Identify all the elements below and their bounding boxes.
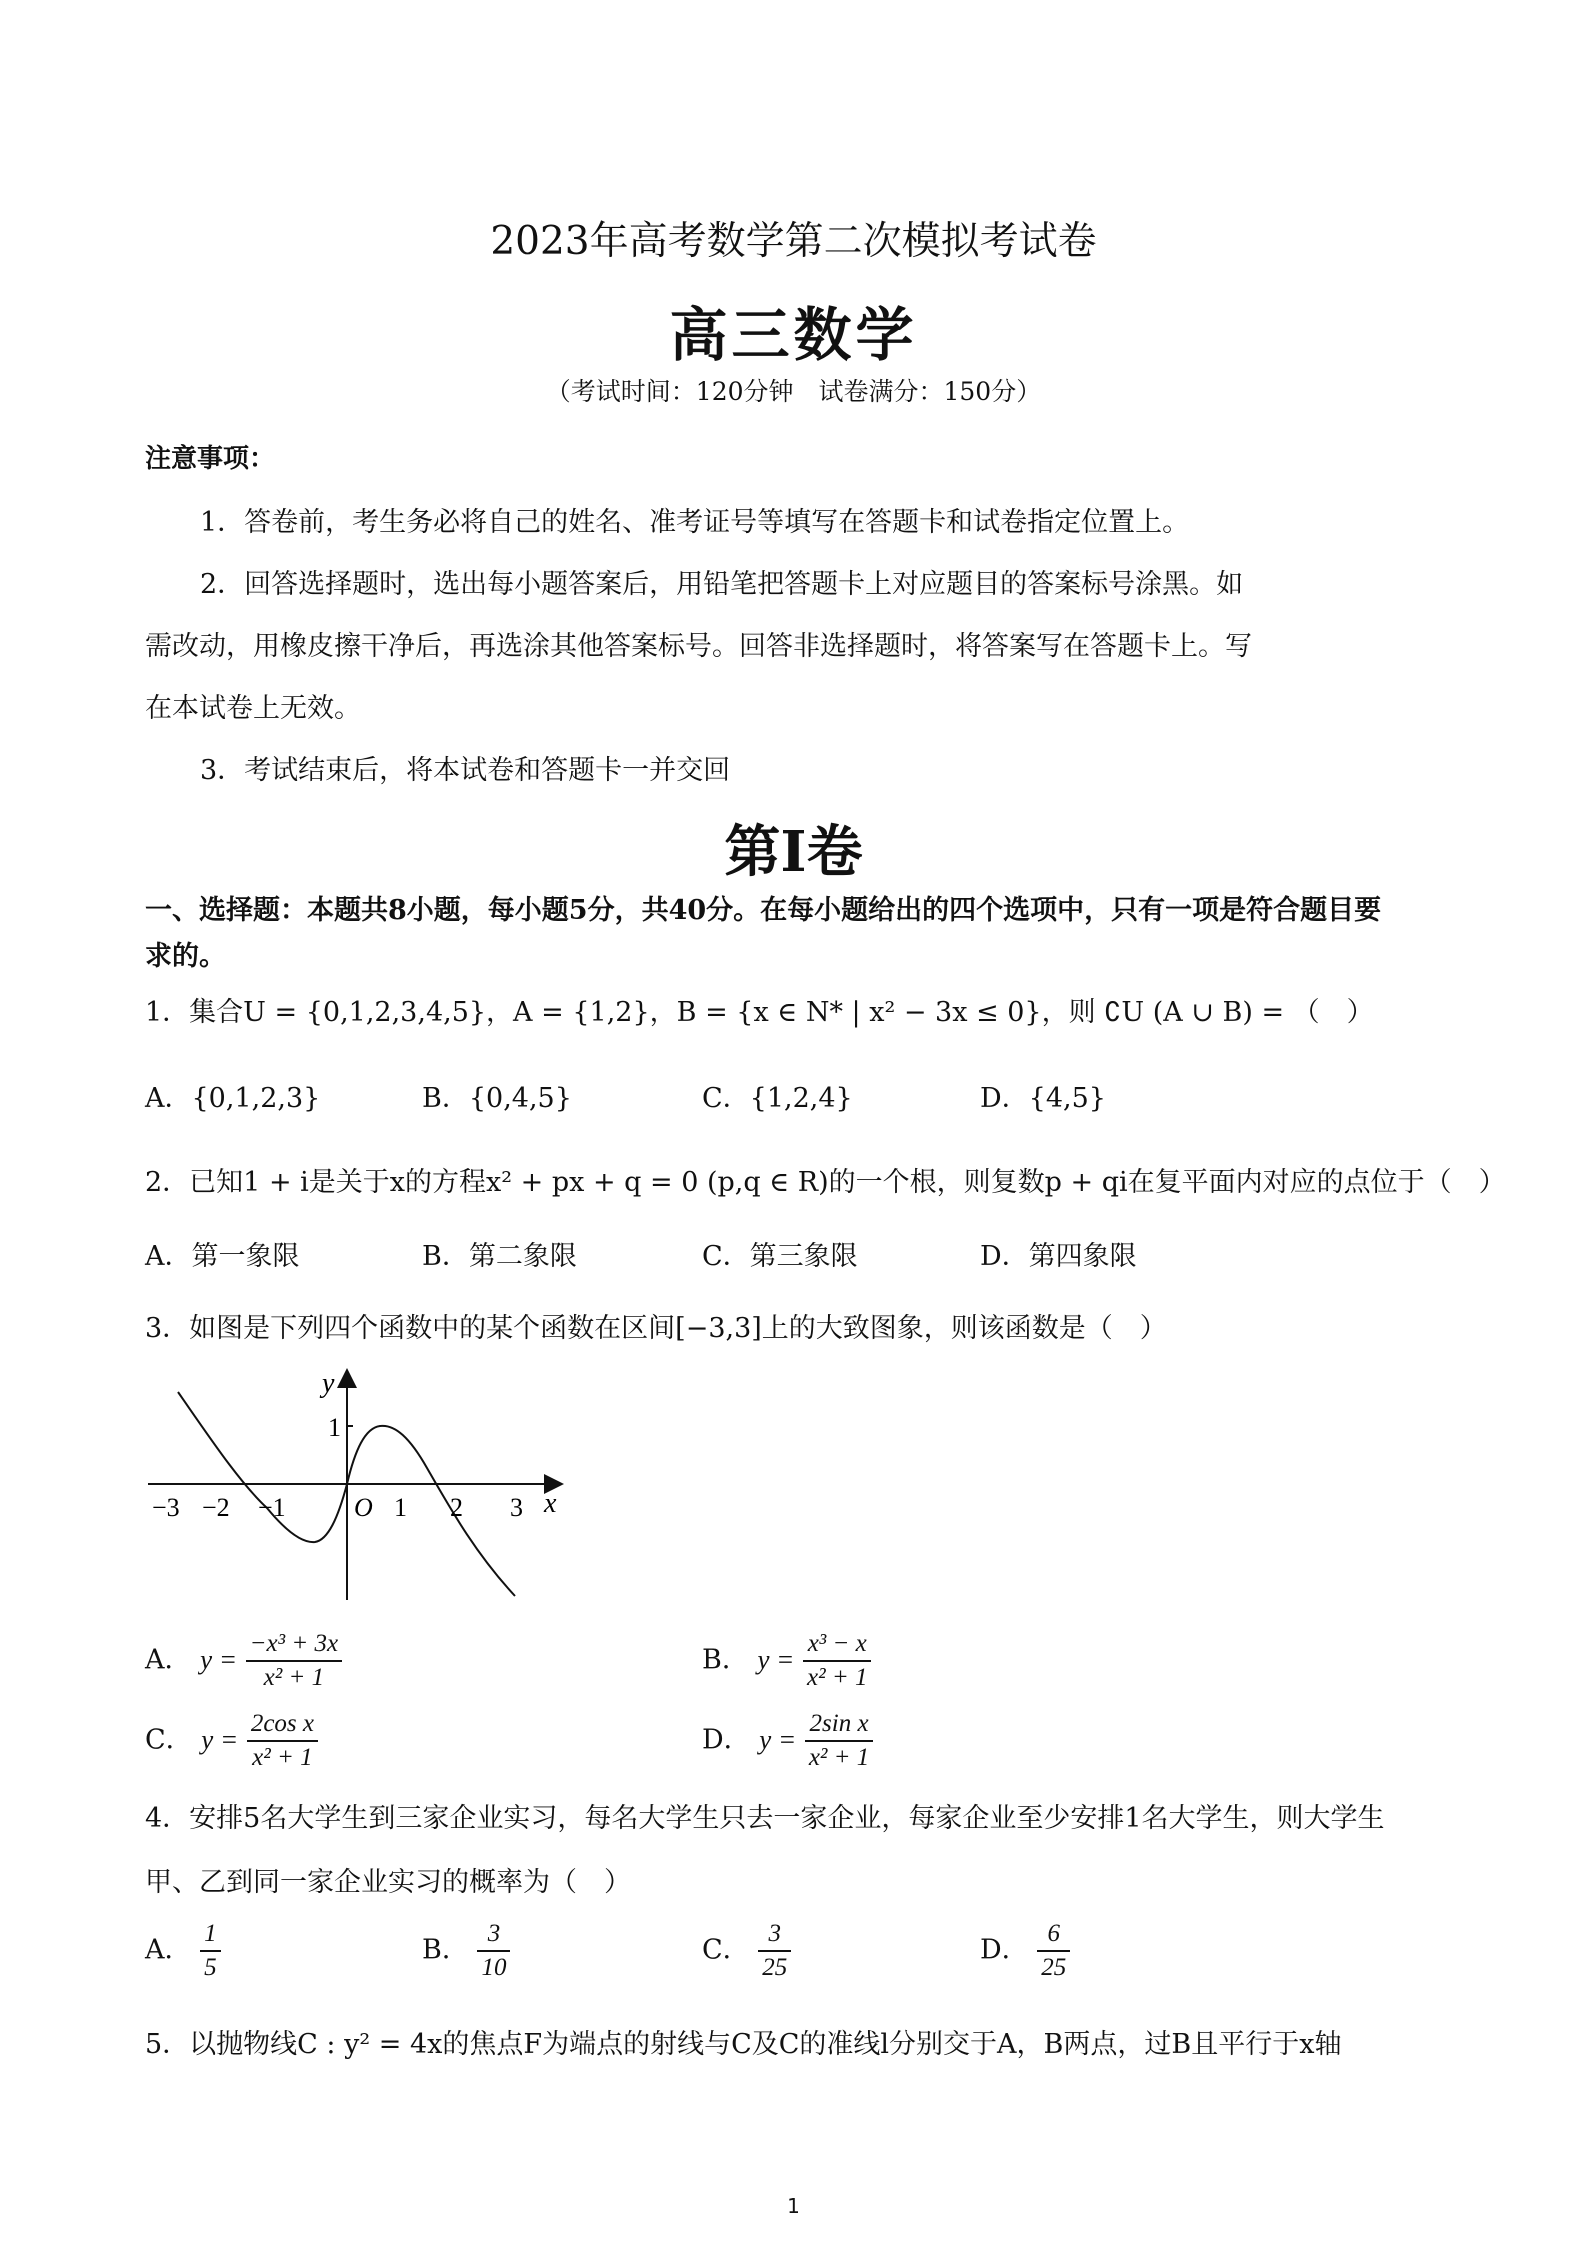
section-heading-line-1: 一、选择题：本题共8小题，每小题5分，共40分。在每小题给出的四个选项中，只有一项是符合题目要 xyxy=(145,895,1382,926)
subject-title: 高三数学 xyxy=(669,301,918,369)
x-tick-label-2: 2 xyxy=(450,1493,463,1522)
numerator: 3 xyxy=(758,1918,791,1952)
question-1-option-c: C．{1,2,4} xyxy=(702,1083,853,1114)
option-label: B． xyxy=(422,1934,469,1966)
numerator: −x³ + 3x xyxy=(246,1628,342,1662)
question-4-option-b xyxy=(422,1918,510,1984)
question-2-option-b: B．第二象限 xyxy=(422,1241,577,1272)
question-2-option-a: A．第一象限 xyxy=(145,1241,300,1272)
fraction xyxy=(803,1628,871,1694)
formula-lhs: y = xyxy=(757,1644,795,1675)
question-4-stem-line-1: 4．安排5名大学生到三家企业实习，每名大学生只去一家企业，每家企业至少安排1名大学生，则大学生 xyxy=(145,1803,1385,1834)
x-tick-label-1: 1 xyxy=(394,1493,407,1522)
notice-item-2-line-1: 2．回答选择题时，选出每小题答案后，用铅笔把答题卡上对应题目的答案标号涂黑。如 xyxy=(200,569,1244,600)
y-axis-label: y xyxy=(322,1368,335,1399)
numerator: 3 xyxy=(477,1918,510,1952)
numerator: 1 xyxy=(200,1918,221,1952)
numerator: x³ − x xyxy=(803,1628,871,1662)
option-label: A． xyxy=(145,1644,192,1676)
option-label: C． xyxy=(145,1724,193,1756)
question-1-option-a: A．{0,1,2,3} xyxy=(145,1083,321,1114)
formula-lhs: y = xyxy=(200,1644,238,1675)
question-4-option-c xyxy=(702,1918,791,1984)
numerator: 2sin x xyxy=(805,1708,873,1742)
x-tick-label-neg2: −2 xyxy=(202,1493,230,1522)
denominator: 25 xyxy=(762,1954,788,1981)
volume-title: 第Ⅰ卷 xyxy=(724,819,863,885)
question-2-stem: 2．已知1 + i是关于x的方程x² + px + q = 0 (p,q ∈ R)的一个根，则复数p + qi在复平面内对应的点位于（ ） xyxy=(145,1167,1506,1198)
option-label: A． xyxy=(145,1934,192,1966)
question-4-option-a xyxy=(145,1918,221,1984)
question-3-function-graph xyxy=(140,1368,570,1608)
x-axis-label: x xyxy=(544,1488,557,1519)
y-tick-label-1: 1 xyxy=(328,1413,341,1442)
fraction xyxy=(200,1918,221,1984)
numerator: 2cos x xyxy=(247,1708,318,1742)
question-2-option-c: C．第三象限 xyxy=(702,1241,858,1272)
formula-lhs: y = xyxy=(201,1724,239,1755)
question-1-option-b: B．{0,4,5} xyxy=(422,1083,572,1114)
option-label: C． xyxy=(702,1934,750,1966)
notice-heading: 注意事项： xyxy=(145,444,276,474)
exam-info: （考试时间：120分钟 试卷满分：150分） xyxy=(545,377,1042,406)
fraction xyxy=(1037,1918,1070,1984)
option-label: B． xyxy=(702,1644,749,1676)
numerator: 6 xyxy=(1037,1918,1070,1952)
section-heading-line-2: 求的。 xyxy=(145,941,226,972)
fraction xyxy=(247,1708,318,1774)
denominator: x² + 1 xyxy=(252,1744,313,1771)
denominator: x² + 1 xyxy=(808,1744,870,1771)
question-1-option-d: D．{4,5} xyxy=(980,1083,1106,1114)
denominator: 25 xyxy=(1041,1954,1067,1981)
exam-title: 2023年高考数学第二次模拟考试卷 xyxy=(490,219,1097,264)
question-3-option-c xyxy=(145,1708,318,1774)
fraction xyxy=(246,1628,342,1694)
question-4-option-d xyxy=(980,1918,1070,1984)
question-3-stem: 3．如图是下列四个函数中的某个函数在区间[−3,3]上的大致图象，则该函数是（ ） xyxy=(145,1313,1167,1344)
question-3-option-a xyxy=(145,1628,342,1694)
notice-item-2-line-3: 在本试卷上无效。 xyxy=(145,693,361,724)
x-tick-label-neg1: −1 xyxy=(258,1493,286,1522)
notice-item-2-line-2: 需改动，用橡皮擦干净后，再选涂其他答案标号。回答非选择题时，将答案写在答题卡上。写 xyxy=(145,631,1252,662)
denominator: x² + 1 xyxy=(263,1664,325,1691)
origin-label: O xyxy=(354,1493,373,1522)
fraction xyxy=(758,1918,791,1984)
question-3-option-d xyxy=(702,1708,873,1774)
notice-item-3: 3．考试结束后，将本试卷和答题卡一并交回 xyxy=(200,755,731,786)
question-1-stem: 1．集合U = {0,1,2,3,4,5}，A = {1,2}，B = {x ∈ N* | x² − 3x ≤ 0}，则 ∁U (A ∪ B) = （ ） xyxy=(145,997,1374,1028)
question-5-stem: 5．以抛物线C : y² = 4x的焦点F为端点的射线与C及C的准线l分别交于A，B两点，过B且平行于x轴 xyxy=(145,2029,1342,2060)
formula-lhs: y = xyxy=(759,1724,797,1755)
denominator: x² + 1 xyxy=(807,1664,868,1691)
option-label: D． xyxy=(980,1934,1029,1966)
question-4-stem-line-2: 甲、乙到同一家企业实习的概率为（ ） xyxy=(145,1867,631,1898)
x-tick-label-neg3: −3 xyxy=(152,1493,180,1522)
denominator: 10 xyxy=(481,1954,507,1981)
question-2-option-d: D．第四象限 xyxy=(980,1241,1137,1272)
page-number: 1 xyxy=(787,2194,800,2218)
notice-item-1: 1．答卷前，考生务必将自己的姓名、准考证号等填写在答题卡和试卷指定位置上。 xyxy=(200,507,1190,538)
fraction xyxy=(805,1708,873,1774)
question-3-option-b xyxy=(702,1628,871,1694)
denominator: 5 xyxy=(204,1954,217,1981)
fraction xyxy=(477,1918,510,1984)
option-label: D． xyxy=(702,1724,751,1756)
x-tick-label-3: 3 xyxy=(510,1493,523,1522)
